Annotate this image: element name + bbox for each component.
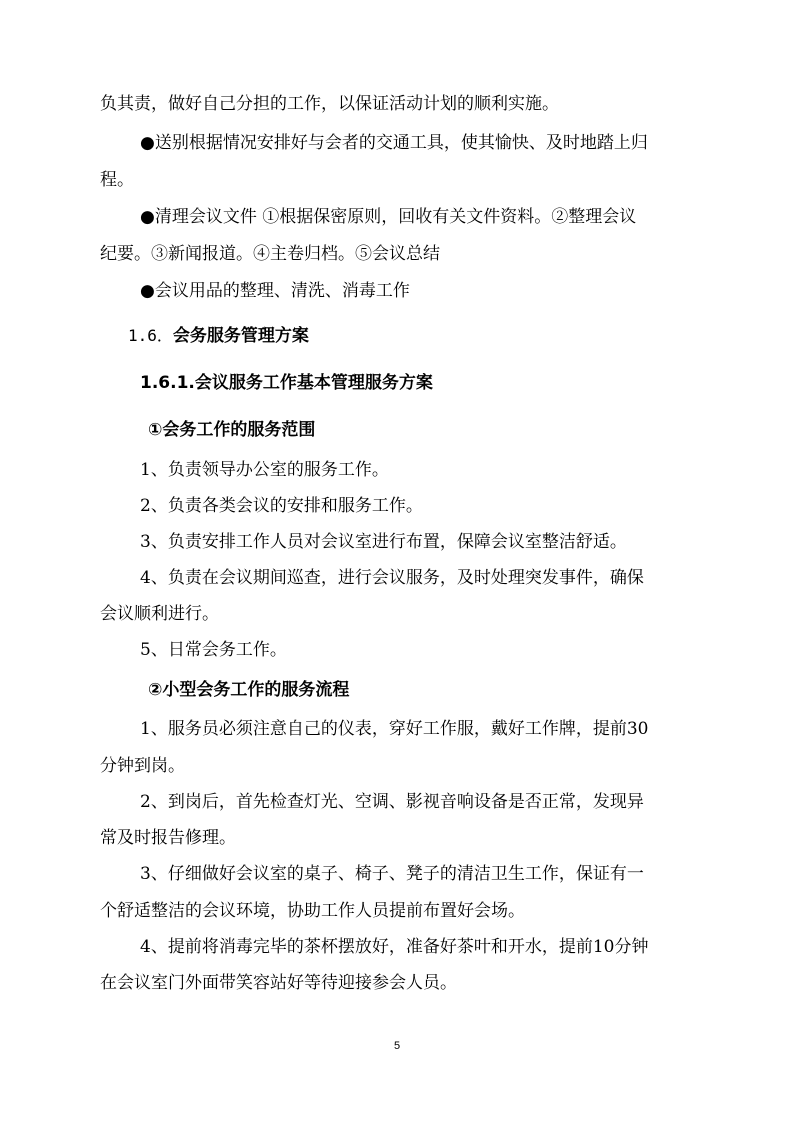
bullet-line: ●会议用品的整理、清洗、消毒工作 xyxy=(140,281,410,301)
paragraph-line: 负其责，做好自己分担的工作，以保证活动计划的顺利实施。 xyxy=(100,94,559,114)
section-title: 会务服务管理方案 xyxy=(172,326,309,346)
list-item: 2、到岗后，首先检查灯光、空调、影视音响设备是否正常，发现异 xyxy=(140,792,644,812)
list-item-continuation: 在会议室门外面带笑容站好等待迎接参会人员。 xyxy=(100,973,457,993)
paragraph-line: 程。 xyxy=(100,170,134,190)
list-item-continuation: 个舒适整洁的会议环境，协助工作人员提前布置好会场。 xyxy=(100,901,525,921)
list-item: 1、负责领导办公室的服务工作。 xyxy=(140,460,389,480)
list-item: 3、仔细做好会议室的桌子、椅子、凳子的清洁卫生工作，保证有一 xyxy=(140,864,644,884)
section-number: 1.6． xyxy=(128,326,173,345)
list-item: 4、负责在会议期间巡查，进行会议服务，及时处理突发事件，确保 xyxy=(140,568,644,588)
page-number: 5 xyxy=(393,1040,401,1052)
list-item: 1、服务员必须注意自己的仪表，穿好工作服，戴好工作牌，提前30 xyxy=(140,719,649,739)
list-item-continuation: 分钟到岗。 xyxy=(100,756,185,776)
subsection-heading: 1.6.1.会议服务工作基本管理服务方案 xyxy=(140,373,433,393)
list-item: 2、负责各类会议的安排和服务工作。 xyxy=(140,496,423,516)
list-item-continuation: 会议顺利进行。 xyxy=(100,604,219,624)
list-item: 5、日常会务工作。 xyxy=(140,640,287,660)
list-item-continuation: 常及时报告修理。 xyxy=(100,828,236,848)
item-heading: ①会务工作的服务范围 xyxy=(148,420,316,440)
bullet-line: ●送别根据情况安排好与会者的交通工具，使其愉快、及时地踏上归 xyxy=(140,133,648,153)
paragraph-line: 纪要。③新闻报道。④主卷归档。⑤会议总结 xyxy=(100,244,440,264)
list-item: 4、提前将消毒完毕的茶杯摆放好，准备好茶叶和开水，提前10分钟 xyxy=(140,937,649,957)
list-item: 3、负责安排工作人员对会议室进行布置，保障会议室整洁舒适。 xyxy=(140,532,627,552)
section-heading xyxy=(0,324,794,348)
item-heading: ②小型会务工作的服务流程 xyxy=(148,680,350,700)
bullet-line: ●清理会议文件 ①根据保密原则，回收有关文件资料。②整理会议 xyxy=(140,207,637,227)
